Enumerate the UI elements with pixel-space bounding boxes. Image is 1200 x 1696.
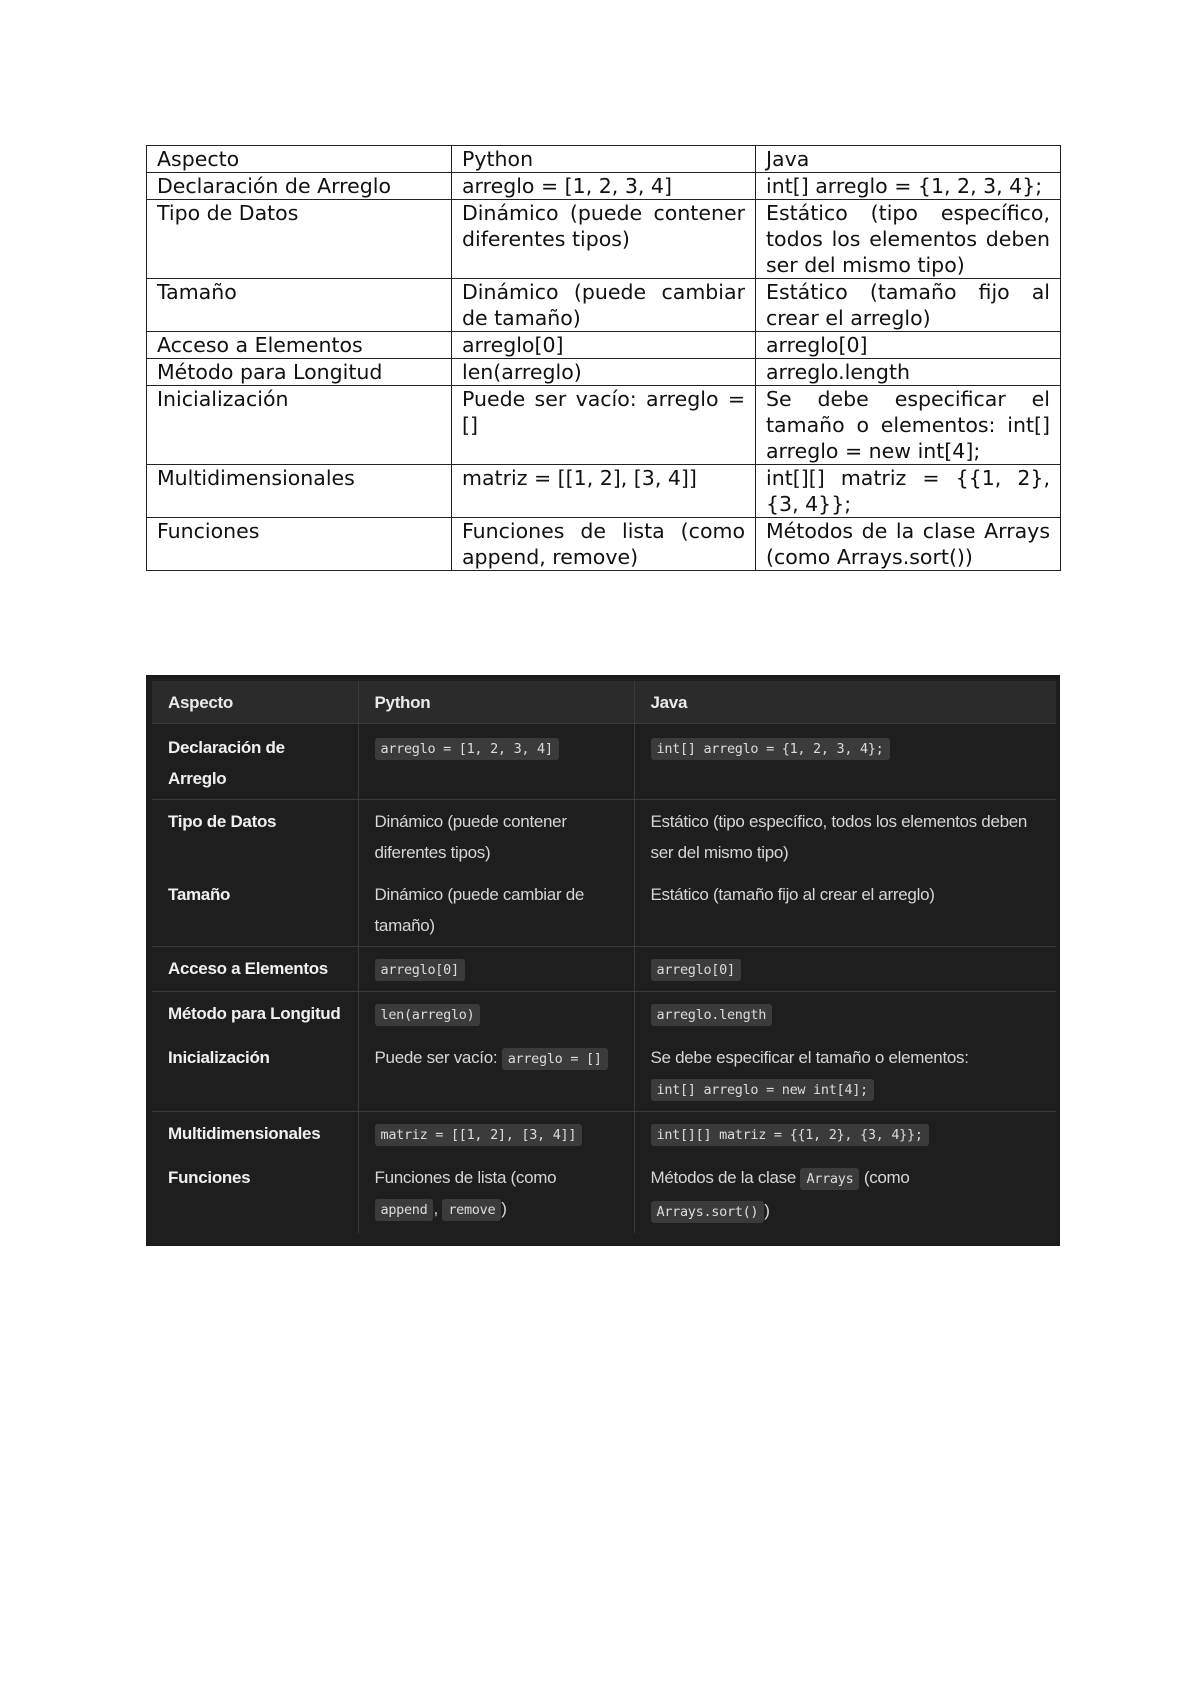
cell-aspecto: Tipo de Datos bbox=[168, 812, 277, 831]
cell-aspecto: Tipo de Datos bbox=[147, 200, 452, 279]
table-row bbox=[147, 359, 1061, 386]
inline-code: int[][] matriz = {{1, 2}, {3, 4}}; bbox=[651, 1124, 929, 1146]
cell-aspecto: Funciones bbox=[147, 518, 452, 571]
table-row bbox=[152, 1112, 1056, 1157]
cell-text: ) bbox=[501, 1199, 507, 1218]
inline-code: int[] arreglo = new int[4]; bbox=[651, 1079, 874, 1101]
cell-java: Estático (tamaño fijo al crear el arreglo) bbox=[634, 873, 1056, 947]
cell-python: matriz = [[1, 2], [3, 4]] bbox=[452, 465, 756, 518]
header-aspecto: Aspecto bbox=[147, 146, 452, 173]
cell-aspecto: Método para Longitud bbox=[147, 359, 452, 386]
inline-code: Arrays bbox=[800, 1168, 859, 1190]
table-row bbox=[152, 992, 1056, 1037]
cell-python bbox=[358, 724, 634, 800]
header-java: Java bbox=[634, 681, 1056, 724]
table-header-row bbox=[152, 681, 1056, 724]
cell-java bbox=[634, 724, 1056, 800]
cell-python bbox=[358, 1112, 634, 1157]
inline-code: Arrays.sort() bbox=[651, 1201, 765, 1223]
table-row bbox=[147, 200, 1061, 279]
cell-python bbox=[358, 947, 634, 992]
cell-java bbox=[634, 1156, 1056, 1233]
cell-aspecto: Inicialización bbox=[147, 386, 452, 465]
table-row bbox=[147, 386, 1061, 465]
header-python: Python bbox=[358, 681, 634, 724]
cell-java: Se debe especificar el tamaño o elementos: int[] arreglo = new int[4]; bbox=[756, 386, 1061, 465]
header-aspecto: Aspecto bbox=[152, 681, 358, 724]
cell-aspecto: Inicialización bbox=[152, 1036, 358, 1112]
inline-code: append bbox=[375, 1199, 434, 1221]
cell-java bbox=[634, 1112, 1056, 1157]
inline-code: arreglo[0] bbox=[651, 959, 741, 981]
cell-java: Estático (tipo específico, todos los elementos deben ser del mismo tipo) bbox=[634, 800, 1056, 874]
cell-java bbox=[634, 947, 1056, 992]
cell-text: Puede ser vacío: bbox=[374, 1048, 502, 1067]
inline-code: arreglo = [1, 2, 3, 4] bbox=[375, 738, 559, 760]
table-row bbox=[147, 279, 1061, 332]
inline-code: len(arreglo) bbox=[375, 1004, 481, 1026]
table-row bbox=[152, 947, 1056, 992]
cell-python: Dinámico (puede cambiar de tamaño) bbox=[452, 279, 756, 332]
cell-java bbox=[634, 1036, 1056, 1112]
table-row bbox=[147, 332, 1061, 359]
cell-aspecto: Declaración de Arreglo bbox=[147, 173, 452, 200]
comparison-table-plain bbox=[146, 145, 1061, 571]
table-row bbox=[147, 173, 1061, 200]
dark-table bbox=[152, 681, 1056, 1233]
inline-code: int[] arreglo = {1, 2, 3, 4}; bbox=[651, 738, 890, 760]
cell-text: , bbox=[433, 1199, 443, 1218]
cell-python: Dinámico (puede contener diferentes tipos) bbox=[452, 200, 756, 279]
comparison-table-screenshot bbox=[146, 675, 1060, 1246]
cell-aspecto: Funciones bbox=[168, 1168, 251, 1187]
cell-aspecto: Multidimensionales bbox=[147, 465, 452, 518]
cell-java: Estático (tipo específico, todos los elementos deben ser del mismo tipo) bbox=[756, 200, 1061, 279]
cell-python bbox=[358, 992, 634, 1037]
cell-python: arreglo[0] bbox=[452, 332, 756, 359]
table-row bbox=[147, 518, 1061, 571]
cell-text: (como bbox=[859, 1168, 910, 1187]
cell-text: Se debe especificar el tamaño o elementos: bbox=[650, 1048, 969, 1067]
inline-code: matriz = [[1, 2], [3, 4]] bbox=[375, 1124, 583, 1146]
header-python: Python bbox=[452, 146, 756, 173]
inline-code: remove bbox=[442, 1199, 501, 1221]
cell-python: Dinámico (puede contener diferentes tipos) bbox=[358, 800, 634, 874]
cell-java: arreglo[0] bbox=[756, 332, 1061, 359]
cell-python bbox=[358, 1036, 634, 1112]
header-java: Java bbox=[756, 146, 1061, 173]
table-row bbox=[152, 724, 1056, 800]
cell-text: Métodos de la clase bbox=[650, 1168, 801, 1187]
inline-code: arreglo.length bbox=[651, 1004, 773, 1026]
cell-java: arreglo.length bbox=[756, 359, 1061, 386]
cell-java: Métodos de la clase Arrays (como Arrays.sort()) bbox=[756, 518, 1061, 571]
cell-aspecto: Método para Longitud bbox=[168, 1004, 341, 1023]
inline-code: arreglo[0] bbox=[375, 959, 465, 981]
cell-java bbox=[634, 992, 1056, 1037]
cell-java: int[][] matriz = {{1, 2}, {3, 4}}; bbox=[756, 465, 1061, 518]
cell-python: len(arreglo) bbox=[452, 359, 756, 386]
cell-aspecto: Acceso a Elementos bbox=[152, 947, 358, 992]
table-row bbox=[152, 800, 1056, 874]
table-header-row bbox=[147, 146, 1061, 173]
table-row bbox=[152, 1036, 1056, 1112]
table-row bbox=[152, 873, 1056, 947]
cell-python: Puede ser vacío: arreglo = [] bbox=[452, 386, 756, 465]
cell-python bbox=[358, 1156, 634, 1233]
cell-java: int[] arreglo = {1, 2, 3, 4}; bbox=[756, 173, 1061, 200]
cell-python: Dinámico (puede cambiar de tamaño) bbox=[358, 873, 634, 947]
inline-code: arreglo = [] bbox=[502, 1048, 608, 1070]
cell-text: Funciones de lista (como bbox=[374, 1168, 557, 1187]
cell-text: ) bbox=[764, 1201, 770, 1220]
cell-aspecto: Multidimensionales bbox=[168, 1124, 321, 1143]
cell-aspecto: Declaración de Arreglo bbox=[152, 724, 358, 800]
cell-python: arreglo = [1, 2, 3, 4] bbox=[452, 173, 756, 200]
cell-aspecto: Acceso a Elementos bbox=[147, 332, 452, 359]
table-row bbox=[152, 1156, 1056, 1233]
cell-python: Funciones de lista (como append, remove) bbox=[452, 518, 756, 571]
cell-aspecto: Tamaño bbox=[152, 873, 358, 947]
cell-java: Estático (tamaño fijo al crear el arreglo) bbox=[756, 279, 1061, 332]
cell-aspecto: Tamaño bbox=[147, 279, 452, 332]
table-row bbox=[147, 465, 1061, 518]
